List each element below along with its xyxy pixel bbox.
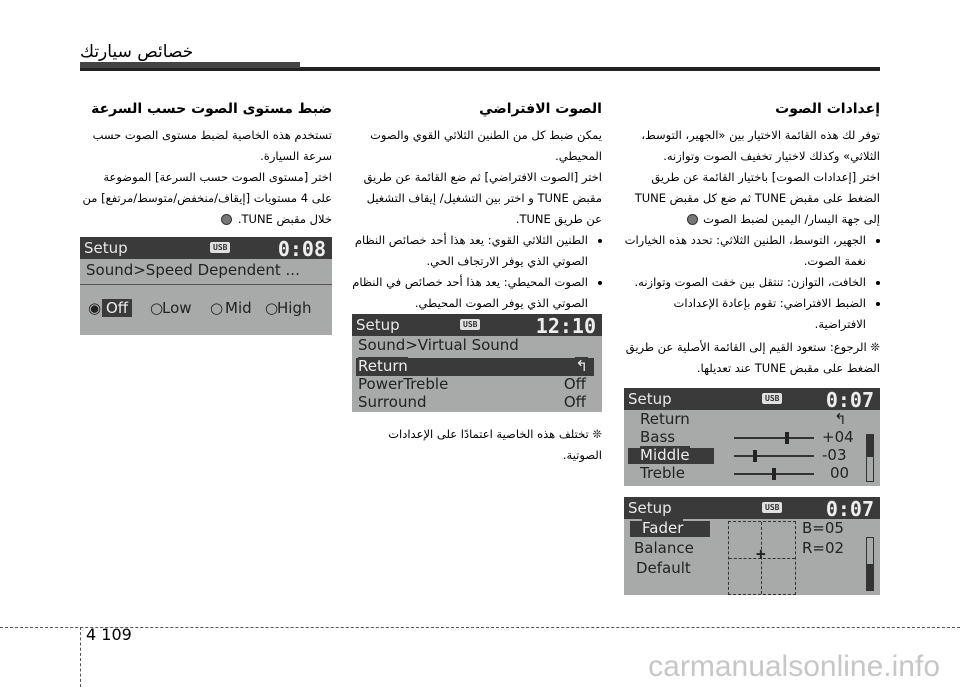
screen-title: Setup [84, 239, 128, 257]
slider-knob[interactable] [785, 432, 789, 444]
virtual-sound-note: ❊ تختلف هذه الخاصية اعتمادًا على الإعدادات الصوتية. [388, 427, 602, 462]
header-rule-accent [80, 62, 300, 68]
tune-knob-icon [687, 214, 698, 225]
option-off[interactable]: Off [102, 299, 132, 317]
watermark: carmanualsonline.info [648, 650, 940, 683]
radio-icon: ○ [210, 299, 224, 317]
option-mid[interactable]: Mid [225, 299, 252, 317]
section-heading: إعدادات الصوت [775, 101, 880, 117]
bass-value: +04 [822, 428, 854, 446]
list-item: • الصوت المحيطي: يعد هذا أحد خصائص في النظام الصوتي الذي يوفر الصوت المحيطي. [352, 272, 588, 314]
menu-path: Sound>Speed Dependent ... [86, 261, 300, 279]
option-low[interactable]: Low [162, 299, 192, 317]
usb-badge: USB [762, 393, 782, 404]
section-heading: الصوت الافتراضي [479, 101, 602, 117]
clock: 0:07 [825, 497, 874, 521]
screen-title: Setup [628, 499, 672, 517]
option-high[interactable]: High [277, 299, 312, 317]
usb-badge: USB [210, 242, 230, 253]
scrollbar-thumb[interactable] [867, 435, 873, 457]
list-item: • الضبط الافتراضي: تقوم بإعادة الإعدادات الافتراضية. [622, 293, 866, 335]
section-intro: تستخدم هذه الخاصية لضبط مستوى الصوت حسب سرعة السيارة. [92, 128, 332, 163]
row-return-label: Return [358, 357, 408, 375]
row-balance-label[interactable]: Balance [634, 539, 694, 557]
row-surround-value: Off [563, 393, 586, 411]
sound-settings-section [622, 98, 880, 379]
balance-grid[interactable] [728, 521, 796, 595]
clock: 0:08 [277, 237, 326, 261]
page-header-title: خصائص سيارتك [80, 42, 194, 62]
row-default-label[interactable]: Default [636, 559, 691, 577]
divider [80, 284, 332, 285]
return-icon: ↰ [834, 410, 847, 428]
section-instruction: اختر [الصوت الافتراضي] ثم ضع القائمة عن طريق مقبض TUNE و اختر بين التشغيل/ إيقاف التشغيل عن طريق TUNE. [363, 170, 602, 226]
menu-path: Sound>Virtual Sound [358, 336, 519, 354]
usb-badge: USB [460, 319, 480, 330]
section-intro: توفر لك هذه القائمة الاختيار بين «الجهير، التوسط، الثلاثي» وكذلك لاختيار تخفيف الصوت وتوازنه. [641, 128, 880, 163]
usb-badge: USB [762, 502, 782, 513]
section-instruction: اختر [إعدادات الصوت] باختيار القائمة عن طريق الضغط على مقبض TUNE ثم ضع كل مقبض TUNE إلى جهة اليسار/ اليمين لضبط الصوت [634, 170, 880, 226]
radio-icon: ○ [150, 299, 164, 317]
balance-position-marker[interactable]: + [756, 544, 766, 563]
section-intro: يمكن ضبط كل من الطنين الثلاثي القوي والصوت المحيطي. [370, 128, 602, 163]
treble-value: 00 [830, 464, 850, 482]
speed-dependent-screen [80, 237, 332, 335]
slider-knob[interactable] [753, 450, 757, 462]
balance-readout-r: R=02 [802, 539, 845, 557]
row-treble-label[interactable]: Treble [640, 464, 685, 482]
return-icon: ↰ [575, 357, 588, 375]
footer-vrule [80, 627, 81, 687]
virtual-sound-screen [352, 314, 602, 412]
tone-screen [624, 388, 880, 486]
virtual-sound-section [352, 98, 602, 314]
clock: 12:10 [535, 314, 596, 338]
list-item: • الطنين الثلاثي القوي: يعد هذا أحد خصائص النظام الصوتي الذي يوفر الارتجاف الحي. [352, 230, 588, 272]
row-return-label[interactable]: Return [640, 410, 690, 428]
speed-volume-section [80, 98, 332, 230]
scrollbar[interactable] [866, 434, 874, 482]
screen-title: Setup [356, 316, 400, 334]
list-item: • الجهير، التوسط، الطنين الثلاثي: تحدد هذه الخيارات نغمة الصوت. [622, 230, 866, 272]
bullet-list [622, 230, 880, 335]
radio-icon: ○ [265, 299, 279, 317]
clock: 0:07 [825, 388, 874, 412]
balance-readout-b: B=05 [802, 519, 844, 537]
bass-slider[interactable] [734, 437, 814, 439]
radio-off-icon: ◉ [88, 299, 102, 317]
row-fader-label: Fader [642, 519, 684, 537]
section-heading: ضبط مستوى الصوت حسب السرعة [91, 101, 332, 117]
list-item: • الخافت، التوازن: تنتقل بين خفت الصوت وتوازنه. [622, 272, 866, 293]
fader-screen [624, 497, 880, 595]
footer-rule [0, 627, 960, 628]
middle-value: -03 [822, 446, 847, 464]
section-instruction: اختر [مستوى الصوت حسب السرعة] الموضوعة على 4 مستويات [إيقاف/منخفض/متوسط/مرتفع] من خلال مقبض TUNE. [82, 170, 332, 226]
row-powertreble-value: Off [563, 375, 586, 393]
slider-knob[interactable] [772, 468, 776, 480]
bullet-list [352, 230, 602, 314]
row-middle-label: Middle [640, 446, 690, 464]
middle-slider[interactable] [734, 455, 814, 457]
scrollbar[interactable] [866, 537, 874, 591]
row-bass-label[interactable]: Bass [640, 428, 676, 446]
tune-knob-icon [221, 214, 232, 225]
scrollbar-thumb[interactable] [867, 564, 873, 590]
section-note: ❊ الرجوع: ستعود القيم إلى القائمة الأصلية عن طريق الضغط على مقبض TUNE عند تعديلها. [625, 340, 880, 375]
row-powertreble-label[interactable]: PowerTreble [358, 375, 449, 393]
page-number: 4 109 [86, 625, 132, 644]
screen-title: Setup [628, 390, 672, 408]
row-surround-label[interactable]: Surround [358, 393, 427, 411]
treble-slider[interactable] [734, 473, 814, 475]
